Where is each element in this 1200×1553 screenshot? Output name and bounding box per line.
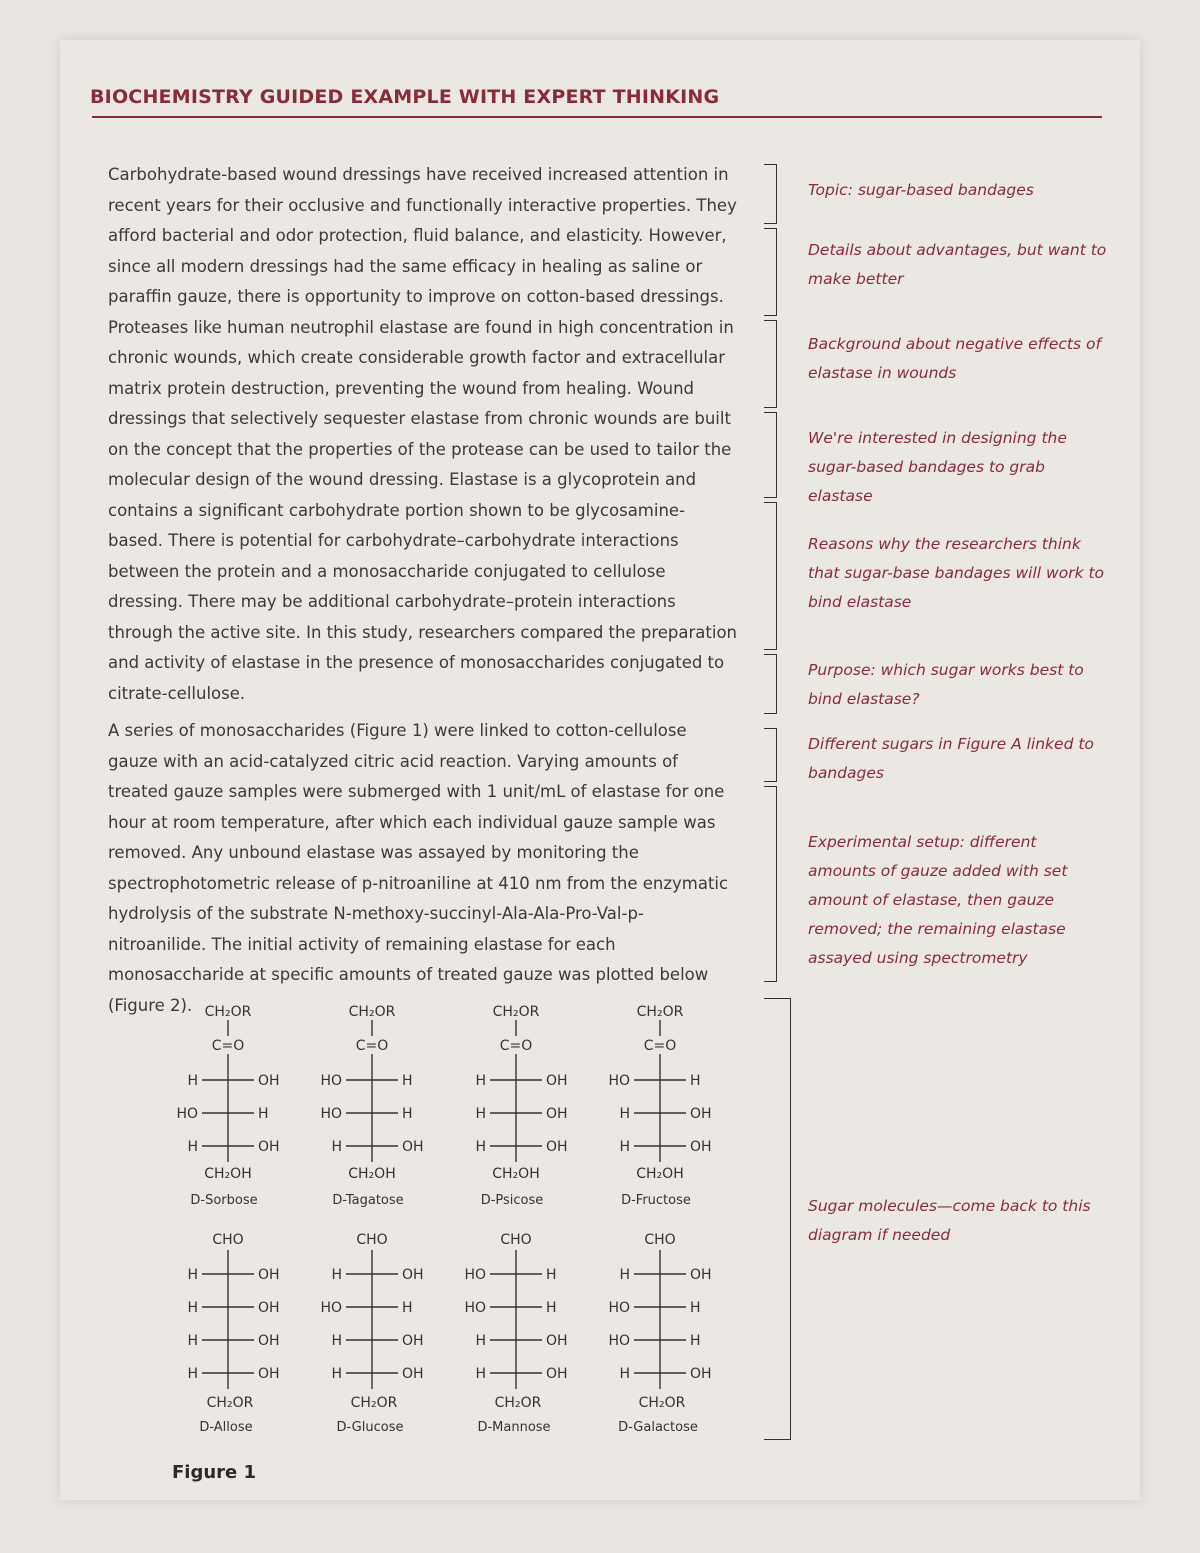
right-substituent: OH [546,1139,568,1155]
right-substituent: H [690,1300,701,1316]
sugar-name: D-Glucose [336,1420,404,1435]
aldose-top-group: CHO [356,1232,388,1248]
note-purpose: Purpose: which sugar works best to bind elastase? [808,661,1084,708]
ketose-bottom-group: CH₂OH [492,1166,540,1182]
sugar-name: D-Fructose [621,1193,691,1208]
left-substituent: H [331,1333,342,1349]
note-details: Details about advantages, but want to make better [808,241,1107,288]
left-substituent: HO [608,1300,630,1316]
right-substituent: OH [258,1073,280,1089]
right-substituent: OH [258,1139,280,1155]
left-substituent: H [187,1300,198,1316]
right-substituent: H [258,1106,269,1122]
left-substituent: HO [608,1073,630,1089]
ketose-bottom-group: CH₂OH [636,1166,684,1182]
left-substituent: H [187,1267,198,1283]
right-substituent: OH [402,1366,424,1382]
right-substituent: OH [258,1366,280,1382]
ketose-carbonyl: C=O [643,1038,677,1054]
paragraph-2-text: A series of monosaccharides (Figure 1) were linked to cotton-cellulose gauze with an acid-catalyzed citric acid reaction. Varying amounts of treated gauze samples were submerged with 1 unit/mL of elastase for one hour at room temperature, after which each individual gauze sample was removed. Any unbound elastase was assayed by monitoring the spectrophotometric release of p-nitroaniline at 410 nm from the enzymatic hydrolysis of the substrate N-methoxy-succinyl-Ala-Ala-Pro-Val-p-nitroanilide. The initial activity of remaining elastase for each monosaccharide at specific amounts of treated gauze was plotted below (Figure 2). [108,721,729,1015]
left-substituent: H [331,1139,342,1155]
left-substituent: H [187,1073,198,1089]
sugar-name: D-Tagatose [332,1193,404,1208]
right-substituent: OH [690,1139,712,1155]
note-topic: Topic: sugar-based bandages [808,181,1034,199]
ketose-carbonyl: C=O [499,1038,533,1054]
right-substituent: OH [546,1106,568,1122]
right-substituent: H [690,1073,701,1089]
left-substituent: H [331,1267,342,1283]
left-substituent: H [331,1366,342,1382]
left-substituent: H [475,1139,486,1155]
note-diagram: Sugar molecules—come back to this diagram if needed [808,1197,1091,1244]
left-substituent: HO [464,1300,486,1316]
left-substituent: HO [320,1073,342,1089]
right-substituent: OH [546,1333,568,1349]
ketose-top-group: CH₂OR [348,1004,396,1020]
note-sugars: Different sugars in Figure A linked to bandages [808,735,1094,782]
left-substituent: H [187,1333,198,1349]
left-substituent: H [475,1106,486,1122]
right-substituent: H [546,1300,557,1316]
right-substituent: OH [258,1267,280,1283]
left-substituent: H [475,1073,486,1089]
aldose-top-group: CHO [500,1232,532,1248]
right-substituent: OH [546,1366,568,1382]
left-substituent: H [619,1267,630,1283]
figure-label: Figure 1 [172,1462,257,1483]
left-substituent: H [619,1106,630,1122]
aldose-bottom-group: CH₂OR [350,1395,398,1411]
ketose-bottom-group: CH₂OH [348,1166,396,1182]
ketose-top-group: CH₂OR [204,1004,252,1020]
aldose-bottom-group: CH₂OR [638,1395,686,1411]
right-substituent: OH [690,1106,712,1122]
right-substituent: OH [546,1073,568,1089]
left-substituent: HO [464,1267,486,1283]
left-substituent: H [619,1366,630,1382]
ketose-bottom-group: CH₂OH [204,1166,252,1182]
right-substituent: OH [402,1333,424,1349]
left-substituent: H [475,1366,486,1382]
aldose-bottom-group: CH₂OR [206,1395,254,1411]
aldose-bottom-group: CH₂OR [494,1395,542,1411]
right-substituent: OH [258,1300,280,1316]
ketose-carbonyl: C=O [211,1038,245,1054]
sugar-name: D-Psicose [480,1193,544,1208]
left-substituent: H [187,1366,198,1382]
note-interest: We're interested in designing the sugar-based bandages to grab elastase [808,429,1067,505]
sugar-name: D-Sorbose [190,1193,258,1208]
left-substituent: HO [176,1106,198,1122]
right-substituent: OH [690,1366,712,1382]
left-substituent: H [619,1139,630,1155]
right-substituent: OH [402,1139,424,1155]
right-substituent: H [690,1333,701,1349]
aldose-top-group: CHO [212,1232,244,1248]
right-substituent: H [402,1300,413,1316]
ketose-top-group: CH₂OR [636,1004,684,1020]
left-substituent: HO [320,1106,342,1122]
left-substituent: H [187,1139,198,1155]
right-substituent: OH [690,1267,712,1283]
aldose-top-group: CHO [644,1232,676,1248]
ketose-top-group: CH₂OR [492,1004,540,1020]
right-substituent: H [546,1267,557,1283]
right-substituent: H [402,1073,413,1089]
ketose-carbonyl: C=O [355,1038,389,1054]
sugar-name: D-Galactose [618,1420,698,1435]
note-background: Background about negative effects of elastase in wounds [808,335,1101,382]
left-substituent: HO [608,1333,630,1349]
note-reasons: Reasons why the researchers think that sugar-base bandages will work to bind elastase [808,535,1105,611]
left-substituent: HO [320,1300,342,1316]
sugar-name: D-Allose [199,1420,253,1435]
right-substituent: OH [402,1267,424,1283]
left-substituent: H [475,1333,486,1349]
note-setup: Experimental setup: different amounts of gauze added with set amount of elastase, then gauze removed; the remaining elastase assayed using spectrometry [808,833,1068,967]
section-heading: BIOCHEMISTRY GUIDED EXAMPLE WITH EXPERT THINKING [90,86,720,108]
sugar-name: D-Mannose [477,1420,551,1435]
paragraph-1-text: Carbohydrate-based wound dressings have received increased attention in recent years for their occlusive and functionally interactive properties. They afford bacterial and odor protection, fluid balance, and elasticity. However, since all modern dressings had the same efficacy in healing as saline or paraffin gauze, there is opportunity to improve on cotton-based dressings. Proteases like human neutrophil elastase are found in high concentration in chronic wounds, which create considerable growth factor and extracellular matrix protein destruction, preventing the wound from healing. Wound dressings that selectively sequester elastase from chronic wounds are built on the concept that the properties of the protease can be used to tailor the molecular design of the wound dressing. Elastase is a glycoprotein and contains a significant carbohydrate portion shown to be glycosamine-based. There is potential for carbohydrate–carbohydrate interactions between the protein and a monosaccharide conjugated to cellulose dressing. There may be additional carbohydrate–protein interactions through the active site. In this study, researchers compared the preparation and activity of elastase in the presence of monosaccharides conjugated to citrate-cellulose. [108,165,737,703]
right-substituent: H [402,1106,413,1122]
right-substituent: OH [258,1333,280,1349]
